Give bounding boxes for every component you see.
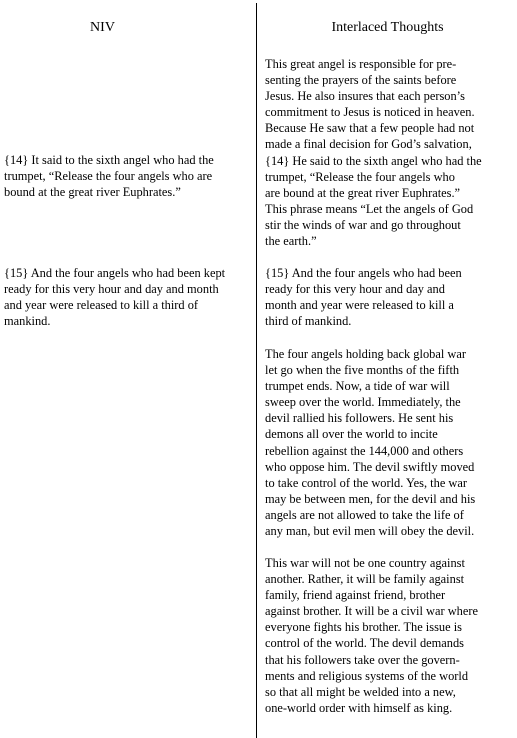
text-line: control of the world. The devil demands	[265, 636, 465, 651]
text-line: any man, but evil men will obey the devil.	[265, 524, 475, 539]
niv-verse-14	[4, 152, 214, 200]
text-line: angels are not allowed to take the life of	[265, 507, 464, 522]
text-line: senting the prayers of the saints before	[265, 73, 457, 88]
text-line: devil rallied his followers. He sent his	[265, 411, 454, 426]
text-line: {15} And the four angels who had been kept	[4, 266, 226, 280]
text-line: The four angels holding back global war	[265, 347, 466, 361]
text-line: one-world order with himself as king.	[265, 700, 453, 715]
text-line: family, friend against friend, brother	[265, 588, 446, 603]
text-line: ready for this very hour and day and	[265, 282, 445, 297]
text-line: and year were released to kill a third of	[4, 298, 199, 313]
text-line: trumpet ends. Now, a tide of war will	[265, 379, 450, 394]
interlaced-thoughts-column-header: Interlaced Thoughts	[331, 20, 444, 35]
text-line: commitment to Jesus is noticed in heaven.	[265, 105, 475, 120]
text-line: bound at the great river Euphrates.”	[4, 185, 181, 200]
text-line: the earth.”	[265, 234, 317, 249]
text-line: This great angel is responsible for pre-	[265, 57, 457, 71]
text-line: against brother. It will be a civil war where	[265, 604, 478, 619]
text-line: everyone fights his brother. The issue is	[265, 620, 462, 635]
text-line: trumpet, “Release the four angels who are	[4, 169, 213, 184]
text-line: {14} It said to the sixth angel who had the	[4, 153, 214, 167]
text-line: Jesus. He also insures that each person’s	[265, 89, 465, 104]
thoughts-paragraph-civil-war	[265, 555, 478, 716]
text-line: {14} He said to the sixth angel who had the	[265, 153, 482, 168]
text-line: trumpet, “Release the four angels who	[265, 169, 455, 184]
text-line: Because He saw that a few people had not	[265, 121, 475, 136]
text-line: who oppose him. The devil swiftly moved	[265, 459, 475, 474]
text-line: third of mankind.	[265, 314, 352, 329]
text-line: that his followers take over the govern-	[265, 652, 460, 667]
text-line: another. Rather, it will be family against	[265, 572, 465, 587]
text-line: stir the winds of war and go throughout	[265, 217, 461, 232]
text-line: made a final decision for God’s salvation,	[265, 137, 472, 152]
text-line: rebellion against the 144,000 and others	[265, 443, 464, 458]
thoughts-intro-paragraph	[265, 56, 482, 249]
text-line: so that all might be welded into a new,	[265, 684, 456, 699]
column-divider	[256, 3, 257, 738]
text-line: This phrase means “Let the angels of God	[265, 201, 474, 216]
text-line: to take control of the world. Yes, the war	[265, 475, 467, 490]
text-line: may be between men, for the devil and his	[265, 491, 476, 506]
text-line: month and year were released to kill a	[265, 298, 454, 313]
thoughts-paragraph-war	[265, 346, 475, 539]
text-line: are bound at the great river Euphrates.”	[265, 185, 461, 200]
text-line: sweep over the world. Immediately, the	[265, 395, 461, 410]
text-line: mankind.	[4, 314, 51, 329]
text-line: demons all over the world to incite	[265, 427, 438, 442]
text-line: ready for this very hour and day and month	[4, 282, 219, 297]
niv-column-header: NIV	[90, 20, 115, 35]
text-line: {15} And the four angels who had been	[265, 266, 462, 280]
niv-verse-15	[4, 265, 225, 329]
thoughts-verse-15	[265, 265, 462, 329]
text-line: This war will not be one country against	[265, 556, 465, 570]
text-line: let go when the five months of the fifth	[265, 363, 460, 378]
text-line: ments and religious systems of the world	[265, 668, 469, 683]
